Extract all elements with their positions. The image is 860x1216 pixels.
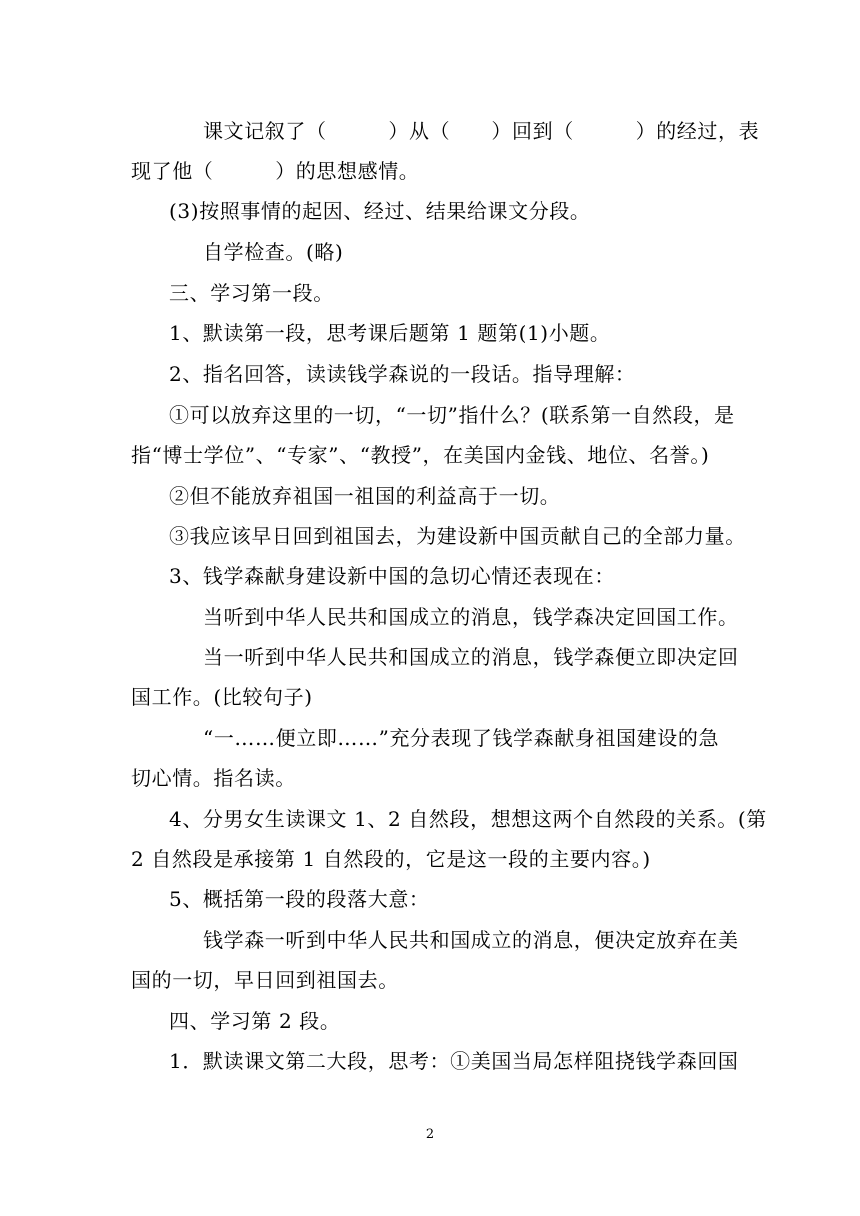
text-line: 国工作。(比较句子) (131, 685, 313, 709)
text-line: 课文记叙了（ ）从（ ）回到（ ）的经过，表 (203, 119, 760, 143)
text-line: ③我应该早日回到祖国去，为建设新中国贡献自己的全部力量。 (169, 524, 746, 548)
section-heading: 四、学习第 2 段。 (169, 1009, 341, 1033)
text-line: 指“博士学位”、“专家”、“教授”，在美国内金钱、地位、名誉。) (131, 443, 710, 467)
text-line: 当一听到中华人民共和国成立的消息，钱学森便立即决定回 (203, 645, 739, 669)
text-line: (3)按照事情的起因、经过、结果给课文分段。 (169, 199, 591, 223)
text-line: ①可以放弃这里的一切，“一切”指什么？(联系第一自然段，是 (169, 403, 735, 427)
section-heading: 三、学习第一段。 (169, 281, 334, 305)
text-line: 国的一切，早日回到祖国去。 (131, 968, 399, 992)
text-line: 钱学森一听到中华人民共和国成立的消息，便决定放弃在美 (203, 928, 739, 952)
text-line: 4、分男女生读课文 1、2 自然段，想想这两个自然段的关系。(第 (169, 807, 767, 831)
page-number: 2 (425, 1127, 435, 1142)
text-line: 2 自然段是承接第 1 自然段的，它是这一段的主要内容。) (131, 847, 651, 871)
text-line: ②但不能放弃祖国一祖国的利益高于一切。 (169, 484, 561, 508)
text-line: 5、概括第一段的段落大意： (169, 887, 430, 911)
text-line: 切心情。指名读。 (131, 766, 296, 790)
text-line: 自学检查。(略) (203, 240, 344, 264)
text-line: “一……便立即……”充分表现了钱学森献身祖国建设的急 (203, 726, 720, 750)
text-line: 现了他（ ）的思想感情。 (131, 159, 420, 183)
text-line: 1、默读第一段，思考课后题第 1 题第(1)小题。 (169, 321, 611, 345)
text-line: 当听到中华人民共和国成立的消息，钱学森决定回国工作。 (203, 605, 739, 629)
text-line: 2、指名回答，读读钱学森说的一段话。指导理解： (169, 362, 636, 386)
text-line: 3、钱学森献身建设新中国的急切心情还表现在： (169, 564, 615, 588)
text-line: 1．默读课文第二大段，思考：①美国当局怎样阻挠钱学森回国 (169, 1049, 739, 1073)
